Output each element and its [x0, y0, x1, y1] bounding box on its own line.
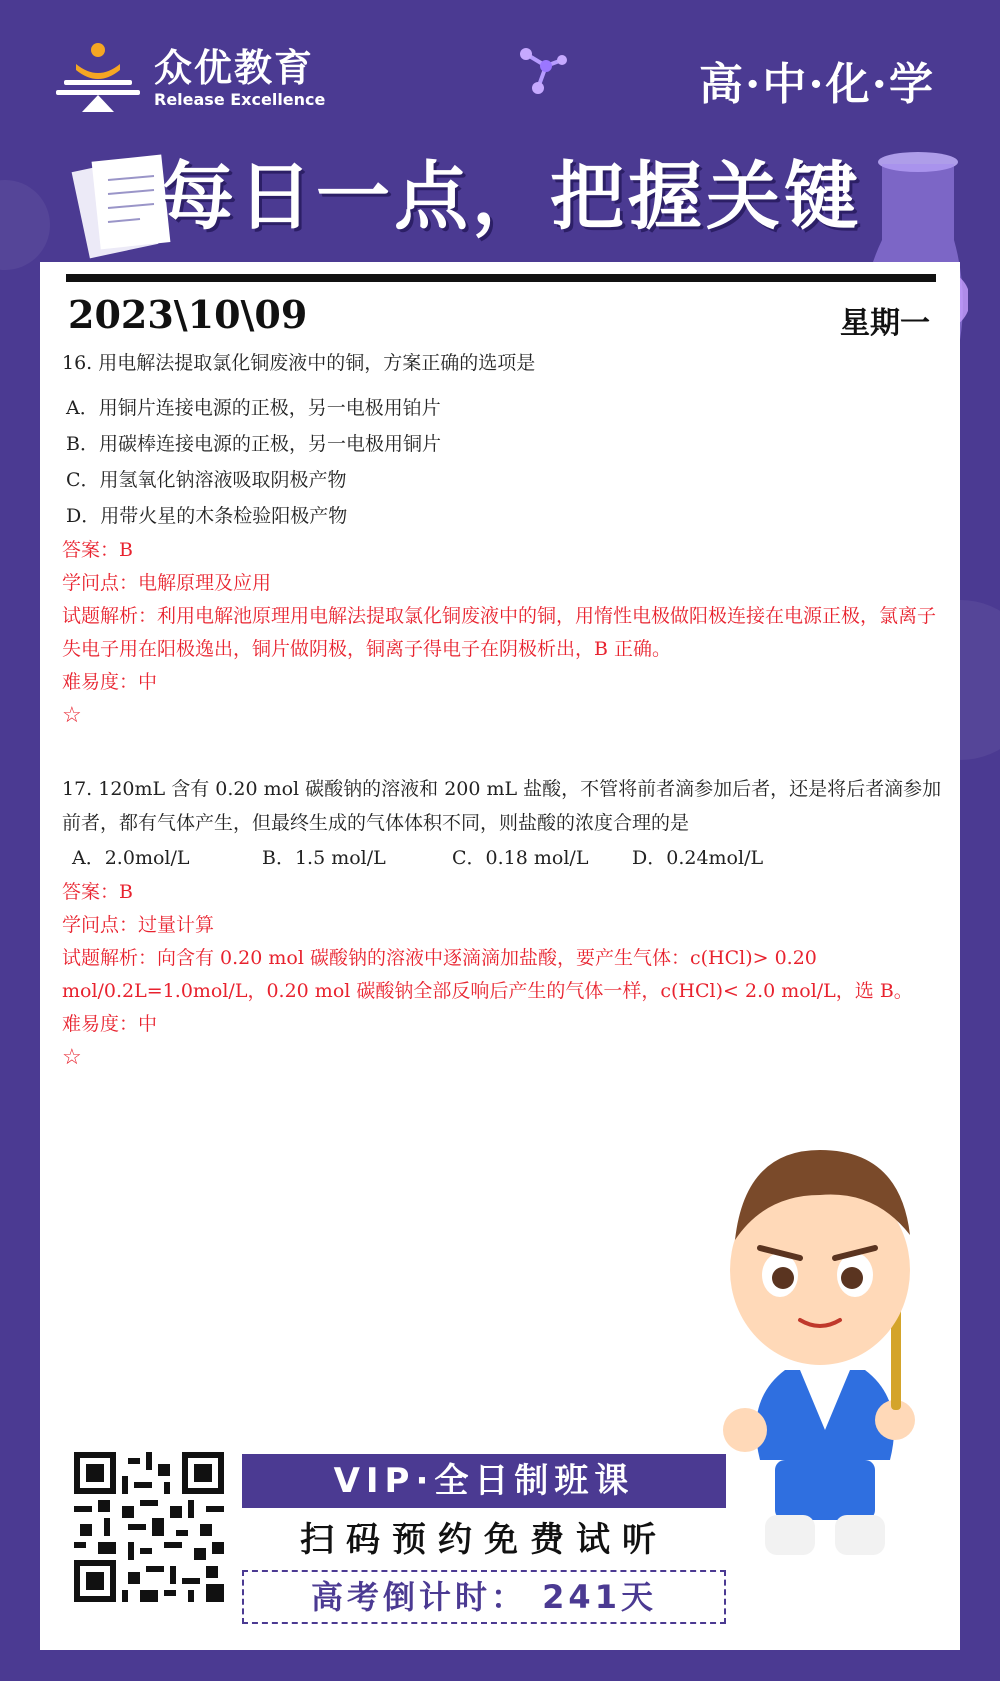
- difficulty: 难易度：中: [62, 1013, 158, 1035]
- slogan: 每日一点，把握关键: [160, 154, 862, 240]
- option-b: B．用碳棒连接电源的正极，另一电极用铜片: [66, 433, 441, 455]
- weekday: 星期一: [840, 306, 930, 341]
- difficulty: 难易度：中: [62, 671, 158, 693]
- option-d: D．0.24mol/L: [632, 847, 764, 869]
- answer: 答案：B: [62, 539, 133, 561]
- logo-icon: [52, 42, 144, 114]
- option-b: B．1.5 mol/L: [262, 847, 386, 869]
- logo-name: 众优教育: [154, 46, 315, 90]
- question-stem: 16. 用电解法提取氯化铜废液中的铜，方案正确的选项是: [62, 352, 536, 374]
- logo-tagline: Release Excellence: [154, 90, 326, 109]
- topic: 学问点：电解原理及应用: [62, 572, 272, 594]
- divider: [66, 274, 936, 282]
- scan-prompt: 扫码预约免费试听: [300, 1520, 668, 1560]
- star-icon: ☆: [62, 1045, 82, 1070]
- vip-banner: VIP·全日制班课: [242, 1454, 726, 1508]
- qr-code[interactable]: [74, 1452, 224, 1602]
- subject-title: 高·中·化·学: [699, 59, 935, 110]
- date: 2023\10\09: [68, 292, 308, 337]
- option-c: C．0.18 mol/L: [452, 847, 589, 869]
- countdown: 高考倒计时： 241天: [242, 1570, 726, 1624]
- star-icon: ☆: [62, 703, 82, 728]
- answer: 答案：B: [62, 881, 133, 903]
- brand-logo: [52, 42, 325, 114]
- molecule-icon: [518, 46, 568, 96]
- analysis: 试题解析：利用电解池原理用电解法提取氯化铜废液中的铜，用惰性电极做阳极连接在电源正极，氯离子失电子用在阳极逸出，铜片做阴极，铜离子得电子在阴极析出，B 正确。: [62, 605, 937, 660]
- option-c: C．用氢氧化钠溶液吸取阴极产物: [66, 469, 347, 491]
- option-a: A．2.0mol/L: [72, 847, 190, 869]
- mascot-illustration: [705, 1070, 935, 1610]
- question-16: [62, 346, 942, 733]
- option-a: A．用铜片连接电源的正极，另一电极用铂片: [66, 397, 441, 419]
- question-17: [62, 772, 942, 1075]
- question-stem: 17. 120mL 含有 0.20 mol 碳酸钠的溶液和 200 mL 盐酸，不管将前者滴参加后者，还是将后者滴参加前者，都有气体产生，但最终生成的气体体积不同，则盐酸的浓度合理的是: [62, 778, 942, 834]
- topic: 学问点：过量计算: [62, 914, 215, 936]
- option-d: D．用带火星的木条检验阳极产物: [66, 505, 348, 527]
- analysis: 试题解析：向含有 0.20 mol 碳酸钠的溶液中逐滴滴加盐酸，要产生气体：c(HCl)> 0.20 mol/0.2L=1.0mol/L，0.20 mol 碳酸钠全部反响后产生的气体一样，c(HCl)< 2.0 mol/L，选 B。: [62, 947, 913, 1002]
- background-circle: [0, 180, 50, 270]
- options-row: [62, 840, 942, 876]
